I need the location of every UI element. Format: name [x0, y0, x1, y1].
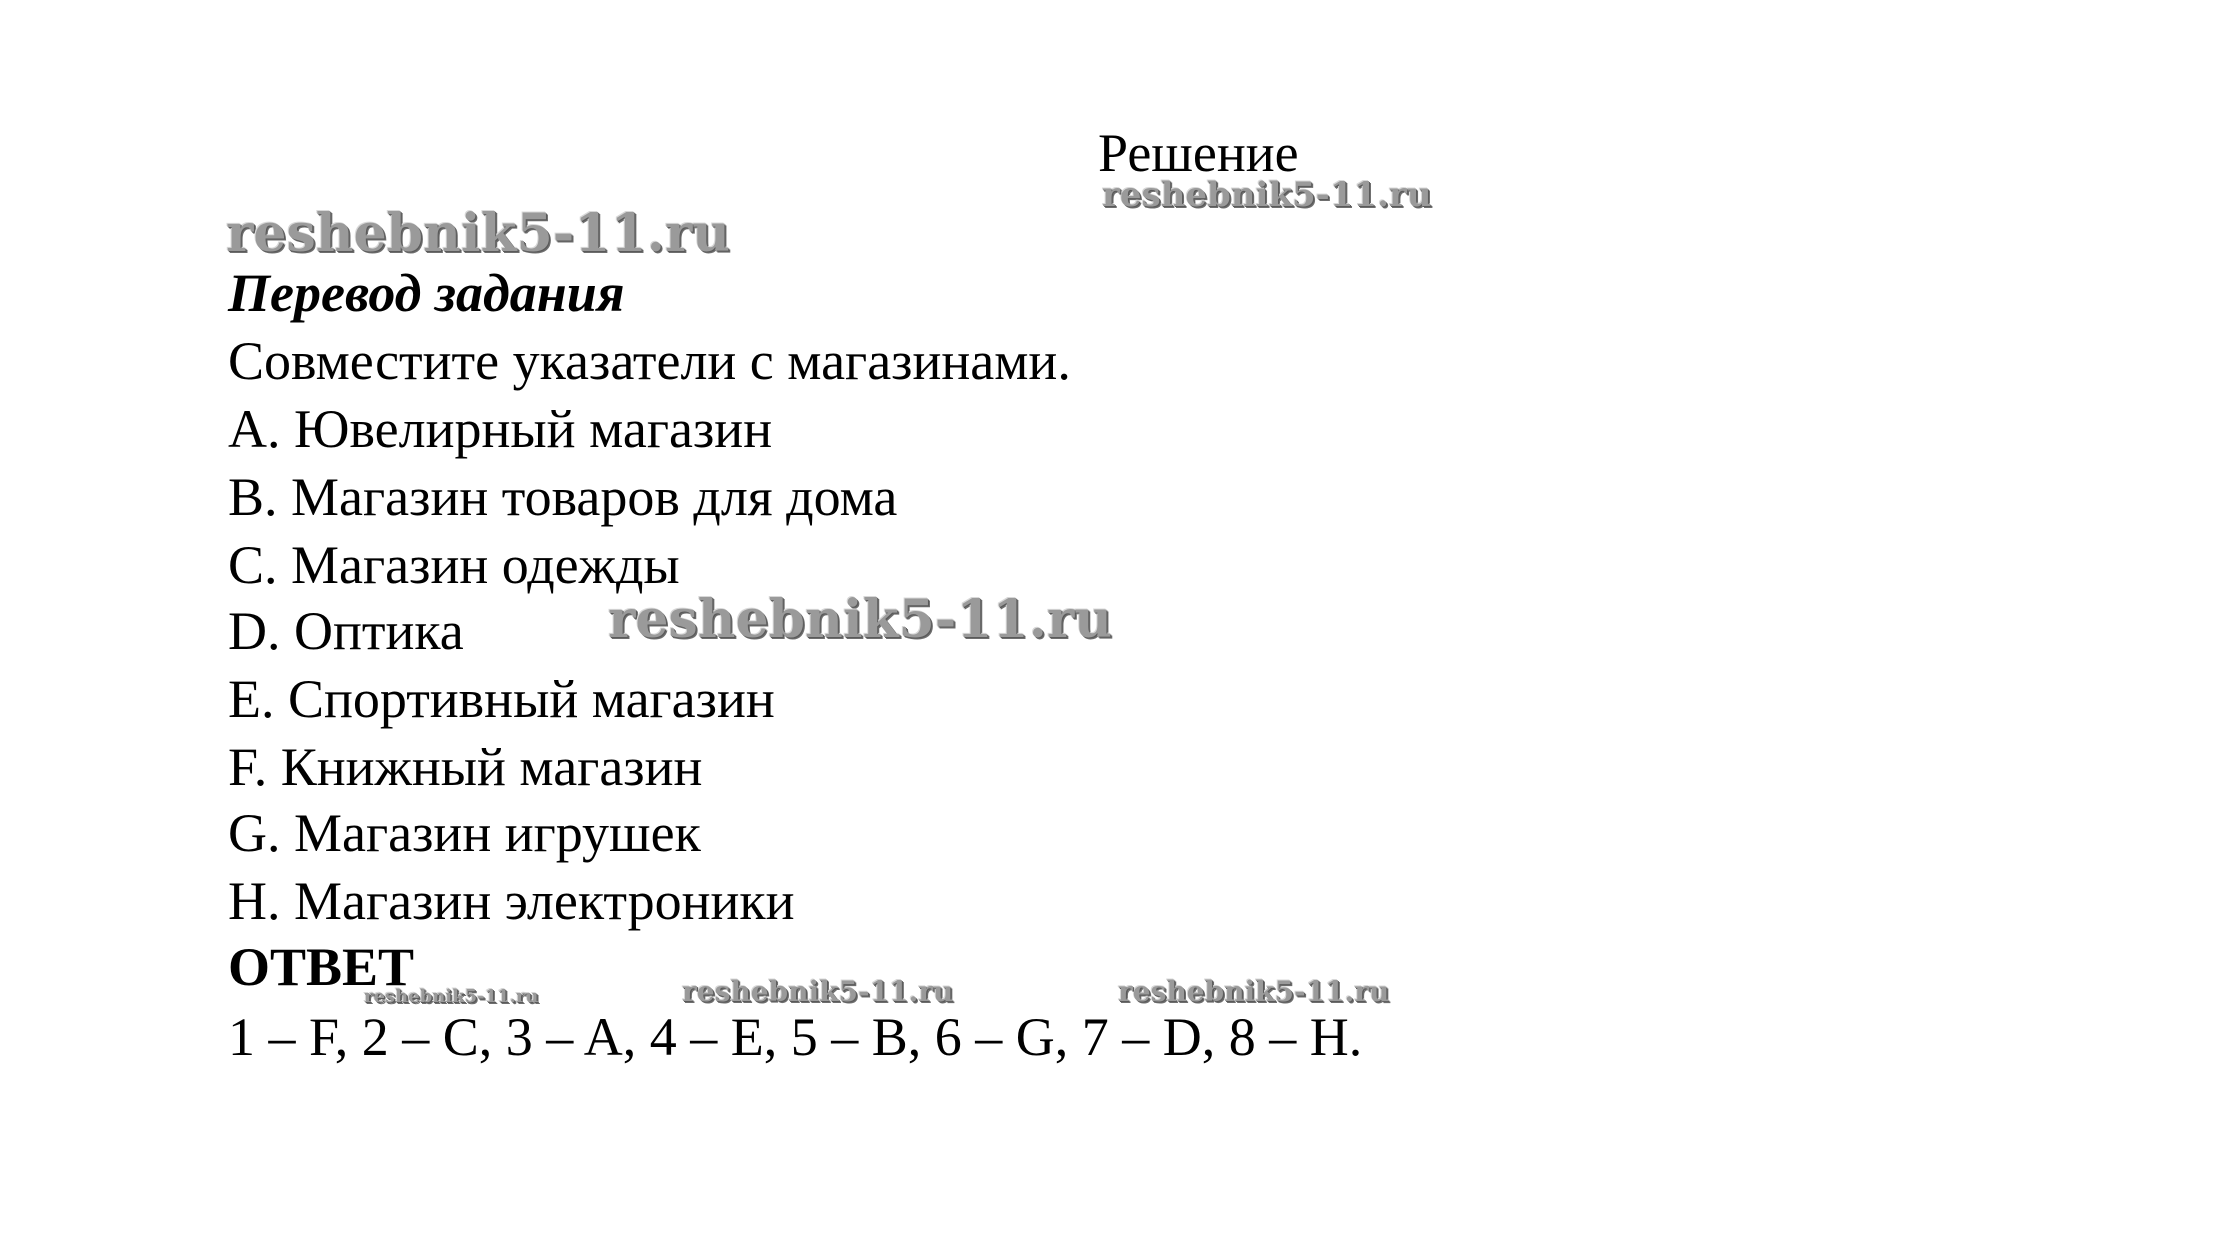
- option-item: G. Магазин игрушек: [228, 803, 701, 863]
- watermark-logo: reshebnik5-11.ru: [226, 203, 731, 264]
- option-item: C. Магазин одежды: [228, 535, 680, 595]
- solution-title: Решение: [1098, 123, 1299, 183]
- option-item: H. Магазин электроники: [228, 871, 795, 931]
- option-item: D. Оптика: [228, 601, 464, 661]
- watermark-logo: reshebnik5-11.ru: [364, 986, 539, 1007]
- task-translation-heading: Перевод задания: [228, 263, 625, 323]
- option-item: B. Магазин товаров для дома: [228, 467, 898, 527]
- watermark-logo: reshebnik5-11.ru: [1102, 175, 1432, 215]
- watermark-logo: reshebnik5-11.ru: [682, 975, 954, 1008]
- task-instruction: Совместите указатели с магазинами.: [228, 331, 1071, 391]
- watermark-logo: reshebnik5-11.ru: [608, 589, 1113, 650]
- answer-text: 1 – F, 2 – C, 3 – A, 4 – E, 5 – B, 6 – G, 7 – D, 8 – H.: [228, 1007, 1363, 1067]
- option-item: E. Спортивный магазин: [228, 669, 775, 729]
- option-item: A. Ювелирный магазин: [228, 399, 773, 459]
- watermark-logo: reshebnik5-11.ru: [1118, 975, 1390, 1008]
- answer-heading: ОТВЕТ: [228, 937, 415, 997]
- option-item: F. Книжный магазин: [228, 737, 703, 797]
